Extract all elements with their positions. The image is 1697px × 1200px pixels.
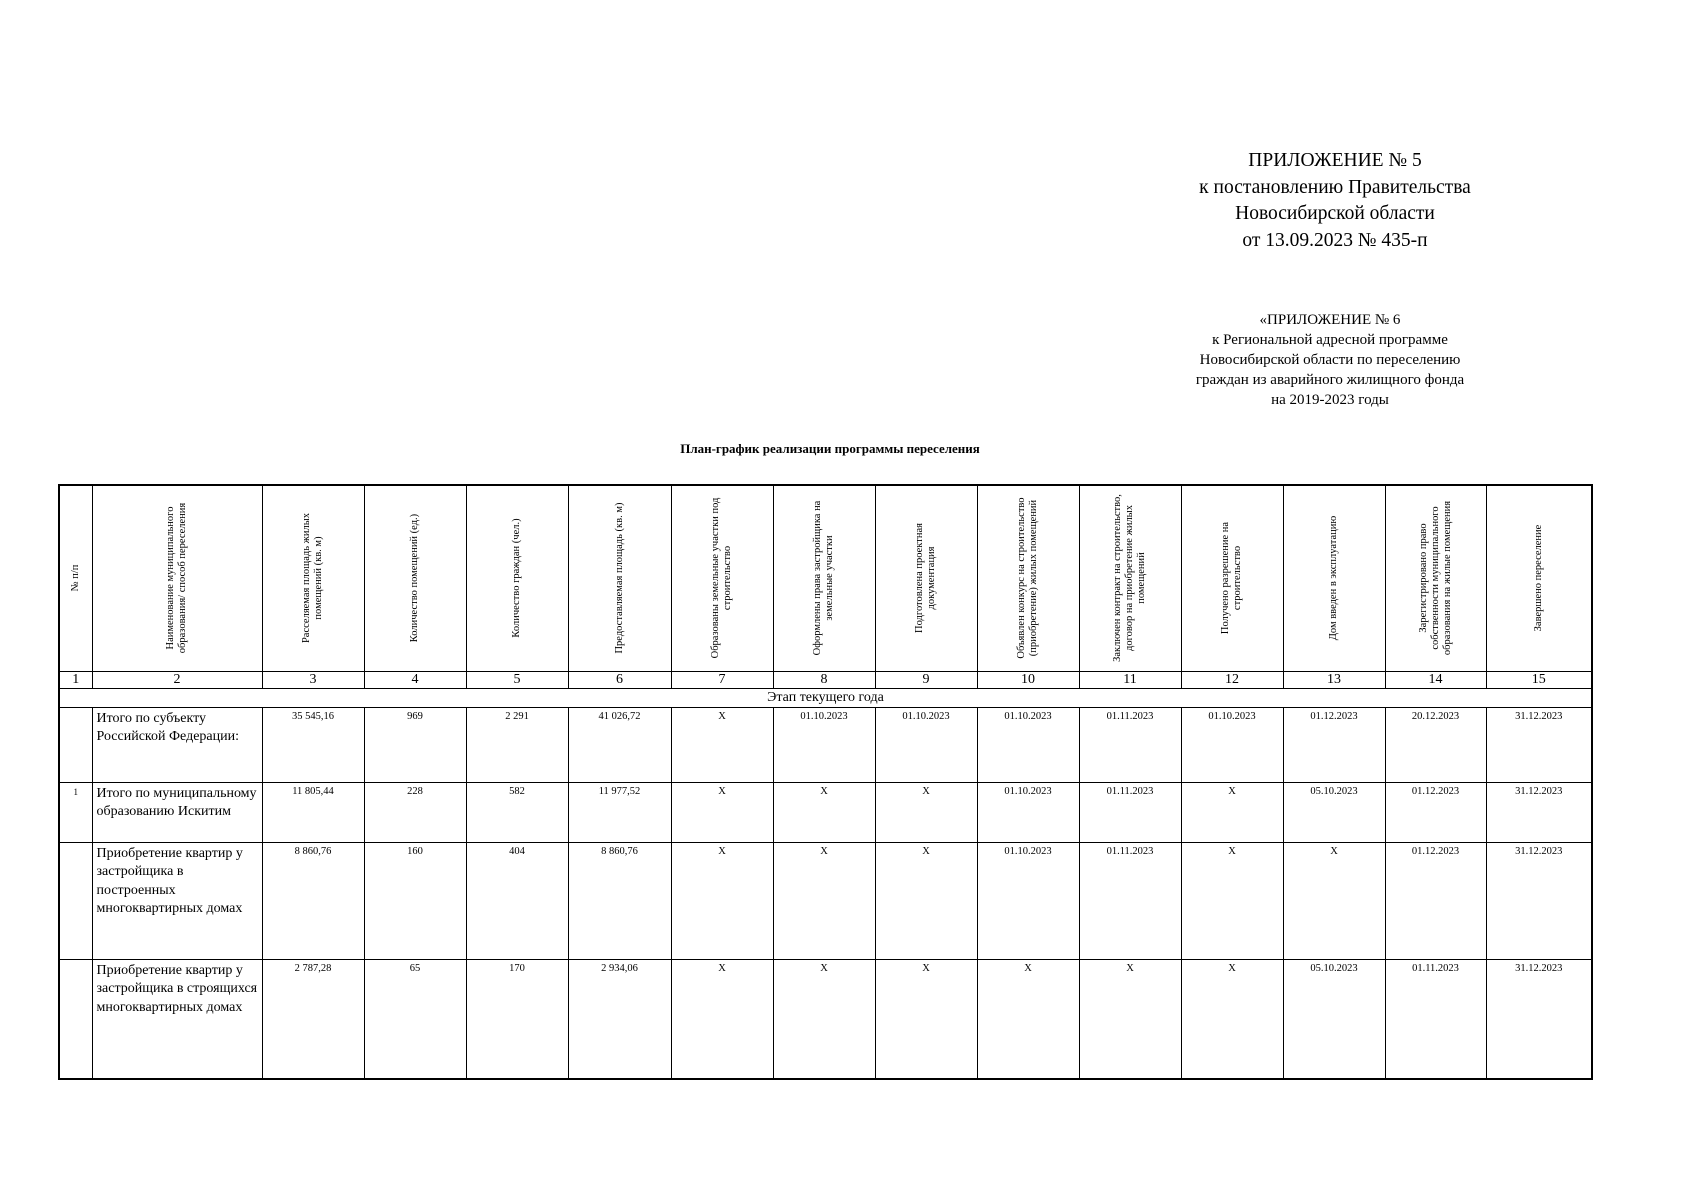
column-number-row	[59, 671, 1592, 688]
table-cell: 8 860,76	[262, 842, 364, 959]
table-cell: 01.10.2023	[773, 707, 875, 782]
table-cell: Х	[875, 959, 977, 1079]
table-cell: 01.10.2023	[875, 707, 977, 782]
column-number: 1	[59, 671, 92, 688]
column-header: № п/п	[59, 485, 92, 671]
table-cell: Х	[773, 842, 875, 959]
column-number: 3	[262, 671, 364, 688]
appendix-6-line-4: граждан из аварийного жилищного фонда	[1195, 372, 1465, 388]
table-cell: 2 291	[466, 707, 568, 782]
table-row	[59, 959, 1592, 1079]
table-cell: 41 026,72	[568, 707, 671, 782]
appendix-6-line-3: Новосибирской области по переселению	[1199, 352, 1461, 368]
appendix-5-line-4: от 13.09.2023 № 435-п	[1242, 229, 1428, 251]
row-number: 1	[59, 782, 92, 842]
row-name: Итого по муниципальному образованию Искитим	[92, 782, 262, 842]
table-cell: 35 545,16	[262, 707, 364, 782]
column-header: Оформлены права застройщика на земельные участки	[773, 485, 875, 671]
document-title: План-график реализации программы переселения	[680, 441, 980, 456]
column-number: 2	[92, 671, 262, 688]
appendix-6-line-1: «ПРИЛОЖЕНИЕ № 6	[1259, 312, 1401, 328]
table-cell: 01.11.2023	[1079, 782, 1181, 842]
table-row	[59, 842, 1592, 959]
column-number: 8	[773, 671, 875, 688]
column-header: Объявлен конкурс на строительство (приобретение) жилых помещений	[977, 485, 1079, 671]
column-header: Образованы земельные участки под строительство	[671, 485, 773, 671]
column-header: Зарегистрировано право собственности муниципального образования на жилые помещения	[1385, 485, 1486, 671]
column-number: 13	[1283, 671, 1385, 688]
table-cell: Х	[671, 959, 773, 1079]
column-header: Получено разрешение на строительство	[1181, 485, 1283, 671]
table-cell: 2 934,06	[568, 959, 671, 1079]
column-header: Подготовлена проектная документация	[875, 485, 977, 671]
stage-label: Этап текущего года	[59, 688, 1592, 707]
table-cell: 20.12.2023	[1385, 707, 1486, 782]
table-cell: 01.11.2023	[1079, 842, 1181, 959]
column-number: 14	[1385, 671, 1486, 688]
table-cell: 01.10.2023	[1181, 707, 1283, 782]
row-name: Приобретение квартир у застройщика в построенных многоквартирных домах	[92, 842, 262, 959]
table-cell: 170	[466, 959, 568, 1079]
table-cell: Х	[1079, 959, 1181, 1079]
table-cell: 969	[364, 707, 466, 782]
table-cell: 31.12.2023	[1486, 959, 1592, 1079]
resettlement-plan-table	[58, 484, 1593, 1080]
appendix-5-header	[1150, 148, 1520, 254]
table-cell: Х	[1181, 782, 1283, 842]
table-cell: 65	[364, 959, 466, 1079]
column-number: 12	[1181, 671, 1283, 688]
table-cell: 228	[364, 782, 466, 842]
column-header: Наименование муниципального образования/ способ переселения	[92, 485, 262, 671]
table-cell: 31.12.2023	[1486, 782, 1592, 842]
table-cell: Х	[875, 842, 977, 959]
table-cell: Х	[1181, 959, 1283, 1079]
column-number: 11	[1079, 671, 1181, 688]
appendix-5-line-1: ПРИЛОЖЕНИЕ № 5	[1248, 150, 1422, 171]
table-cell: Х	[773, 782, 875, 842]
table-cell: 11 805,44	[262, 782, 364, 842]
table-cell: Х	[977, 959, 1079, 1079]
column-number: 9	[875, 671, 977, 688]
table-cell: Х	[773, 959, 875, 1079]
table-cell: 01.12.2023	[1385, 782, 1486, 842]
header-row	[59, 485, 1592, 671]
table-cell: Х	[1283, 842, 1385, 959]
table-cell: 31.12.2023	[1486, 707, 1592, 782]
table-cell: Х	[671, 782, 773, 842]
column-header: Завершено переселение	[1486, 485, 1592, 671]
column-header: Заключен контракт на строительство, договор на приобретение жилых помещений	[1079, 485, 1181, 671]
appendix-6-header	[1160, 310, 1500, 410]
column-header: Количество граждан (чел.)	[466, 485, 568, 671]
table-cell: Х	[671, 707, 773, 782]
row-name: Приобретение квартир у застройщика в строящихся многоквартирных домах	[92, 959, 262, 1079]
table-cell: Х	[1181, 842, 1283, 959]
table-cell: Х	[875, 782, 977, 842]
row-number	[59, 959, 92, 1079]
table-cell: 160	[364, 842, 466, 959]
column-number: 7	[671, 671, 773, 688]
row-number	[59, 707, 92, 782]
table-cell: 01.11.2023	[1385, 959, 1486, 1079]
table-cell: 31.12.2023	[1486, 842, 1592, 959]
table-cell: 01.10.2023	[977, 707, 1079, 782]
appendix-5-line-3: Новосибирской области	[1235, 203, 1435, 224]
column-header: Предоставляемая площадь (кв. м)	[568, 485, 671, 671]
appendix-6-line-2: к Региональной адресной программе	[1212, 332, 1448, 348]
column-number: 6	[568, 671, 671, 688]
table-cell: 11 977,52	[568, 782, 671, 842]
row-number	[59, 842, 92, 959]
appendix-6-line-5: на 2019-2023 годы	[1271, 392, 1389, 408]
column-header: Количество помещений (ед.)	[364, 485, 466, 671]
column-number: 5	[466, 671, 568, 688]
row-name: Итого по субъекту Российской Федерации:	[92, 707, 262, 782]
table-cell: 582	[466, 782, 568, 842]
column-number: 4	[364, 671, 466, 688]
table-row	[59, 707, 1592, 782]
table-cell: 05.10.2023	[1283, 959, 1385, 1079]
table-cell: 01.11.2023	[1079, 707, 1181, 782]
table-cell: 8 860,76	[568, 842, 671, 959]
column-header: Расселяемая площадь жилых помещений (кв. м)	[262, 485, 364, 671]
stage-row	[59, 688, 1592, 707]
table-row	[59, 782, 1592, 842]
table-cell: 05.10.2023	[1283, 782, 1385, 842]
table-cell: 01.10.2023	[977, 782, 1079, 842]
table-cell: 404	[466, 842, 568, 959]
column-number: 10	[977, 671, 1079, 688]
table-cell: Х	[671, 842, 773, 959]
column-header: Дом введен в эксплуатацию	[1283, 485, 1385, 671]
table-cell: 01.10.2023	[977, 842, 1079, 959]
column-number: 15	[1486, 671, 1592, 688]
table-cell: 2 787,28	[262, 959, 364, 1079]
table-cell: 01.12.2023	[1385, 842, 1486, 959]
appendix-5-line-2: к постановлению Правительства	[1199, 176, 1471, 198]
table-cell: 01.12.2023	[1283, 707, 1385, 782]
